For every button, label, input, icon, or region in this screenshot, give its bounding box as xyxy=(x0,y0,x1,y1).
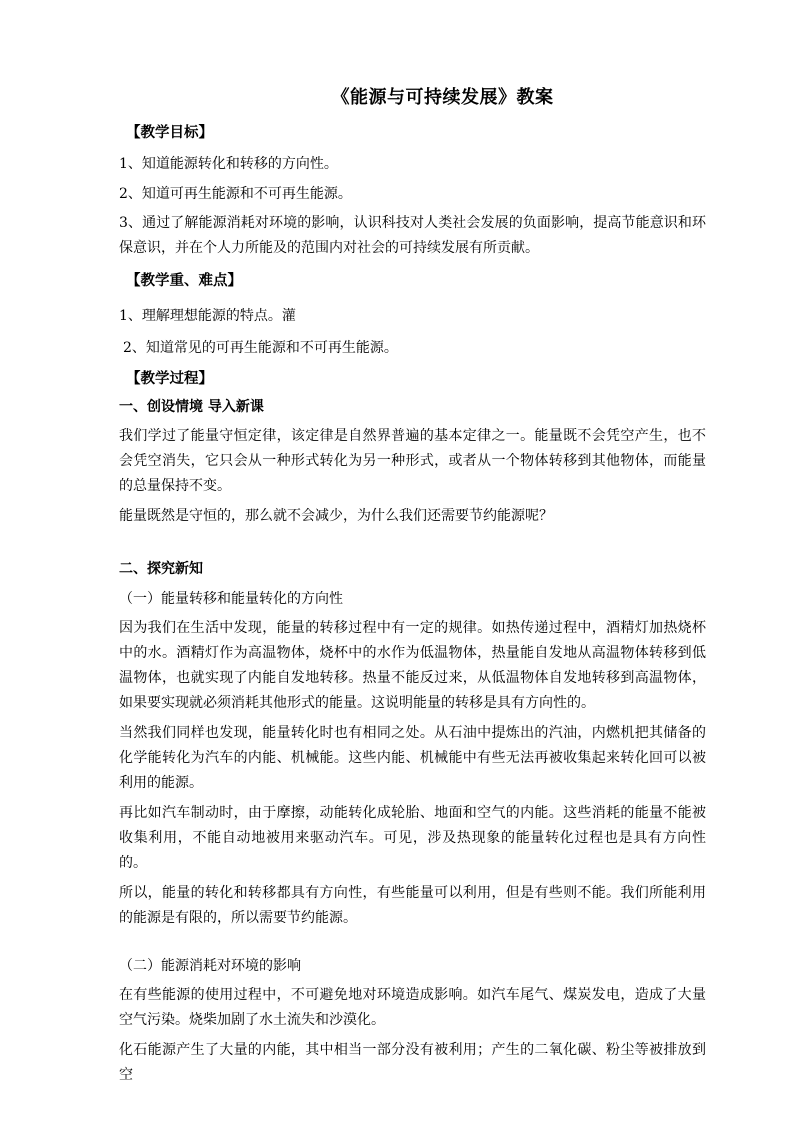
part2-heading: 二、探究新知 xyxy=(119,561,203,577)
part1-paragraph-2 xyxy=(119,504,706,529)
part2-sub2-heading: （二）能源消耗对环境的影响 xyxy=(119,958,301,974)
paragraph-text: 当然我们同样也发现，能量转化时也有相同之处。从石油中提炼出的汽油，内燃机把其储备的化学能转化为汽车的内能、机械能。这些内能、机械能中有些无法再被收集起来转化回可以被利用的能源。 xyxy=(119,725,706,791)
part2-sub1-heading: （一）能量转移和能量转化的方向性 xyxy=(119,591,343,607)
part1-heading: 一、创设情境 导入新课 xyxy=(119,399,264,415)
part2-sub1-paragraph-1 xyxy=(119,616,706,716)
key-point-item-2: 2、知道常见的可再生能源和不可再生能源。 xyxy=(123,340,398,356)
spacer xyxy=(119,936,706,950)
paragraph-text: 再比如汽车制动时，由于摩擦，动能转化成轮胎、地面和空气的内能。这些消耗的能量不能被收集利用，不能自动地被用来驱动汽车。可见，涉及热现象的能量转化过程也是具有方向性的。 xyxy=(119,805,706,871)
paragraph-text: 化石能源产生了大量的内能，其中相当一部分没有被利用；产生的二氧化碳、粉尘等被排放到空 xyxy=(119,1042,706,1083)
part1-paragraph-1 xyxy=(119,424,706,499)
objective-item-2: 2、知道可再生能源和不可再生能源。 xyxy=(119,186,352,202)
objectives-heading: 【教学目标】 xyxy=(126,124,213,141)
document-title: 《能源与可持续发展》教案 xyxy=(331,87,554,108)
paragraph-text: 所以，能量的转化和转移都具有方向性，有些能量可以利用，但是有些则不能。我们所能利用的能源是有限的，所以需要节约能源。 xyxy=(119,885,706,926)
part2-sub2-paragraph-2 xyxy=(119,1038,706,1088)
paragraph-text: 在有些能源的使用过程中，不可避免地对环境造成影响。如汽车尾气、煤炭发电，造成了大量空气污染。烧柴加剧了水土流失和沙漠化。 xyxy=(119,987,706,1028)
key-point-item-1: 1、理解理想能源的特点。灌 xyxy=(119,308,296,324)
objective-item-1: 1、知道能源转化和转移的方向性。 xyxy=(119,156,338,172)
paragraph-text: 因为我们在生活中发现，能量的转移过程中有一定的规律。如热传递过程中，酒精灯加热烧杯中的水。酒精灯作为高温物体，烧杯中的水作为低温物体，热量能自发地从高温物体转移到低温物体，也就实现了内能自发地转移。热量不能反过来，从低温物体自发地转移到高温物体，如果要实现就必须消耗其他形式的能量。这说明能量的转移是具有方向性的。 xyxy=(119,620,706,711)
part2-sub2-paragraph-1 xyxy=(119,983,706,1033)
key-points-heading: 【教学重、难点】 xyxy=(126,272,242,289)
part2-sub1-paragraph-2 xyxy=(119,721,706,796)
process-heading: 【教学过程】 xyxy=(126,370,213,387)
objective-item-3: 3、通过了解能源消耗对环境的影响，认识科技对人类社会发展的负面影响，提高节能意识和环保意识，并在个人力所能及的范围内对社会的可持续发展有所贡献。 xyxy=(119,215,706,256)
paragraph-text: 我们学过了能量守恒定律，该定律是自然界普遍的基本定律之一。能量既不会凭空产生，也不会凭空消失，它只会从一种形式转化为另一种形式，或者从一个物体转移到其他物体，而能量的总量保持不变。 xyxy=(119,428,706,494)
part2-sub1-paragraph-4 xyxy=(119,881,706,931)
part2-sub1-paragraph-3 xyxy=(119,801,706,876)
paragraph-text: 能量既然是守恒的，那么就不会减少，为什么我们还需要节约能源呢？ xyxy=(119,508,553,524)
spacer xyxy=(119,534,706,556)
